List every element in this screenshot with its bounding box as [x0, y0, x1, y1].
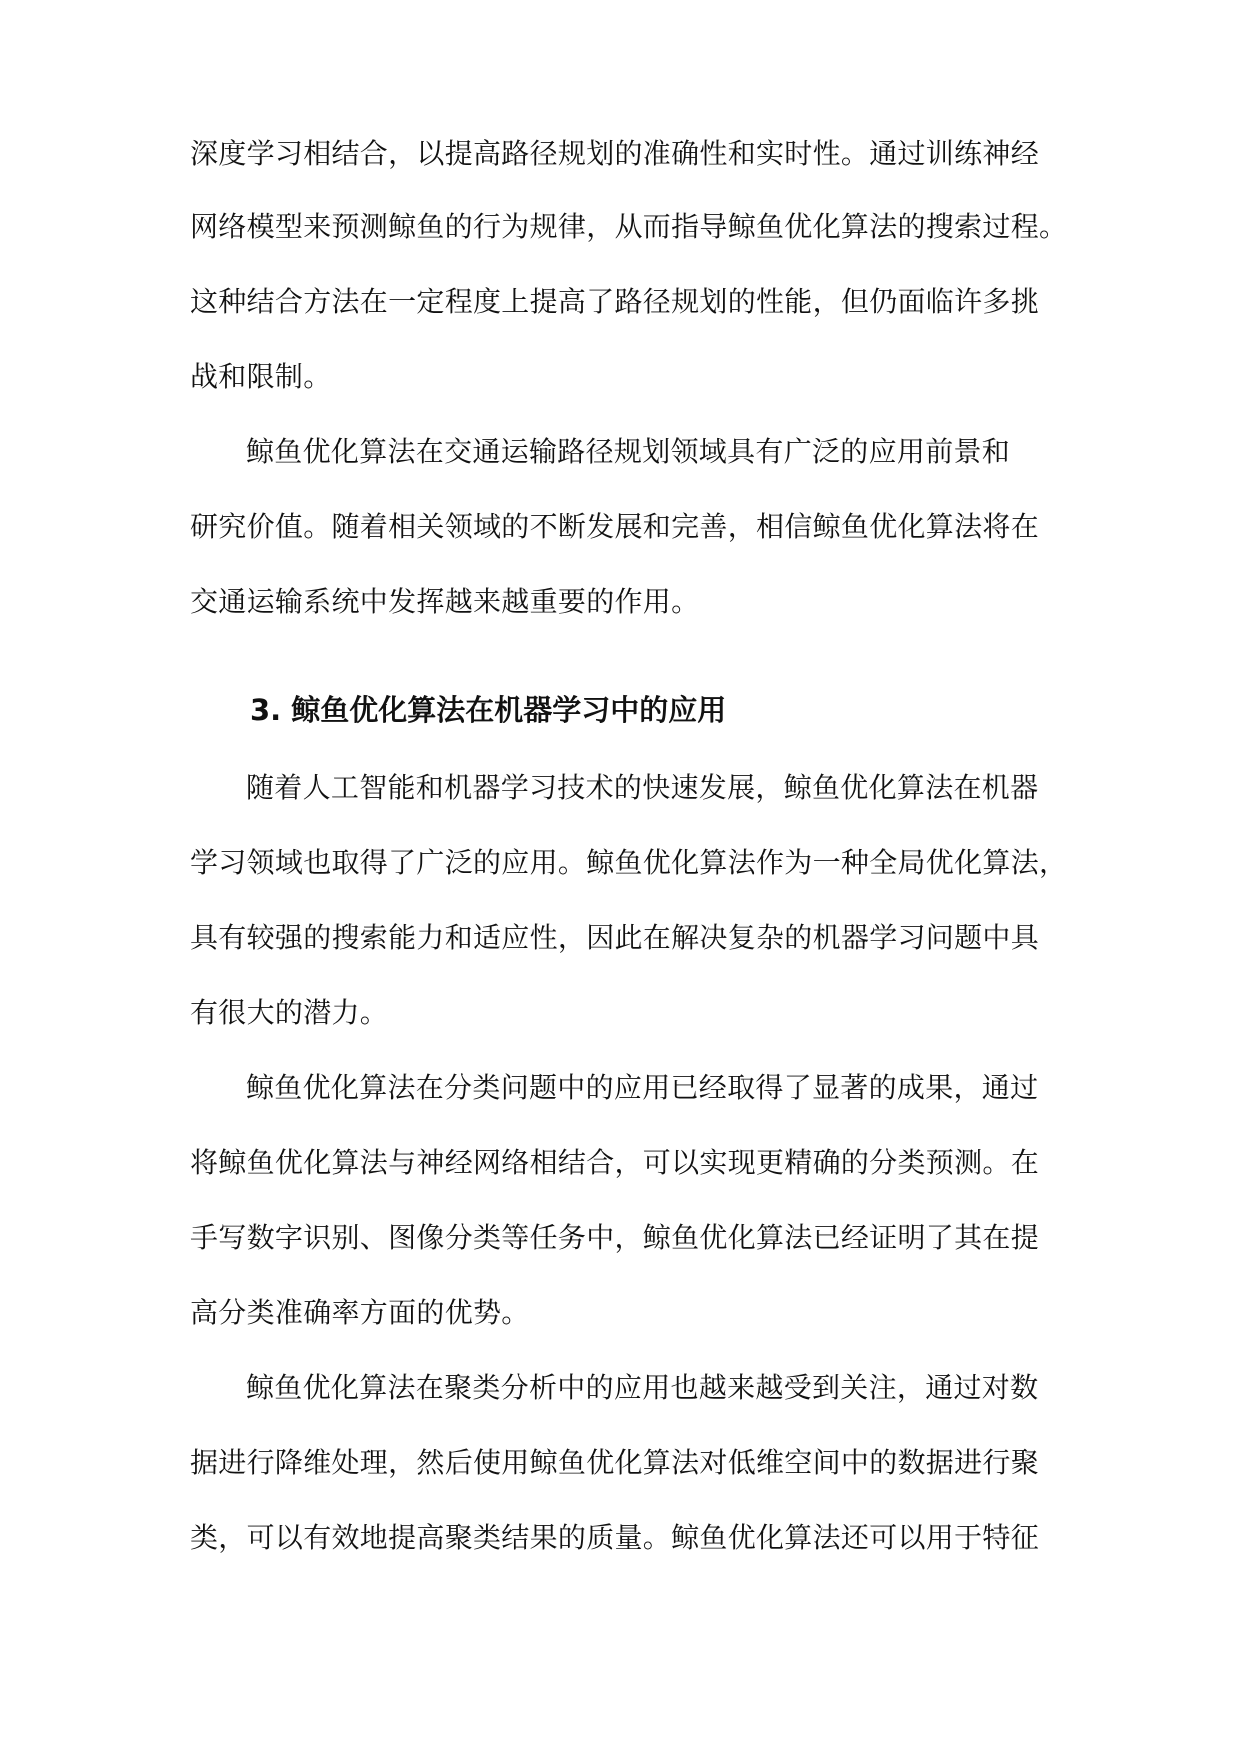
paragraph-line: 手写数字识别、图像分类等任务中，鲸鱼优化算法已经证明了其在提	[190, 1221, 1040, 1254]
paragraph-line: 具有较强的搜索能力和适应性，因此在解决复杂的机器学习问题中具	[190, 921, 1040, 954]
paragraph-line: 高分类准确率方面的优势。	[190, 1296, 530, 1329]
paragraph-line: 学习领域也取得了广泛的应用。鲸鱼优化算法作为一种全局优化算法，	[190, 846, 1068, 879]
paragraph-line: 鲸鱼优化算法在分类问题中的应用已经取得了显著的成果，通过	[246, 1071, 1039, 1104]
paragraph-line: 鲸鱼优化算法在聚类分析中的应用也越来越受到关注，通过对数	[246, 1371, 1039, 1404]
paragraph-line: 交通运输系统中发挥越来越重要的作用。	[190, 585, 700, 618]
paragraph-line: 这种结合方法在一定程度上提高了路径规划的性能，但仍面临许多挑	[190, 285, 1040, 318]
paragraph-line: 网络模型来预测鲸鱼的行为规律，从而指导鲸鱼优化算法的搜索过程。	[190, 210, 1068, 243]
paragraph-line: 将鲸鱼优化算法与神经网络相结合，可以实现更精确的分类预测。在	[190, 1146, 1040, 1179]
paragraph-line: 战和限制。	[190, 360, 332, 393]
paragraph-line: 深度学习相结合，以提高路径规划的准确性和实时性。通过训练神经	[190, 137, 1040, 170]
paragraph-line: 有很大的潜力。	[190, 996, 389, 1029]
paragraph-line: 据进行降维处理，然后使用鲸鱼优化算法对低维空间中的数据进行聚	[190, 1446, 1040, 1479]
section-heading: 3. 鲸鱼优化算法在机器学习中的应用	[250, 693, 727, 727]
paragraph-line: 研究价值。随着相关领域的不断发展和完善，相信鲸鱼优化算法将在	[190, 510, 1040, 543]
paragraph-line: 类，可以有效地提高聚类结果的质量。鲸鱼优化算法还可以用于特征	[190, 1521, 1040, 1554]
paragraph-line: 鲸鱼优化算法在交通运输路径规划领域具有广泛的应用前景和	[246, 435, 1011, 468]
paragraph-line: 随着人工智能和机器学习技术的快速发展，鲸鱼优化算法在机器	[246, 771, 1039, 804]
